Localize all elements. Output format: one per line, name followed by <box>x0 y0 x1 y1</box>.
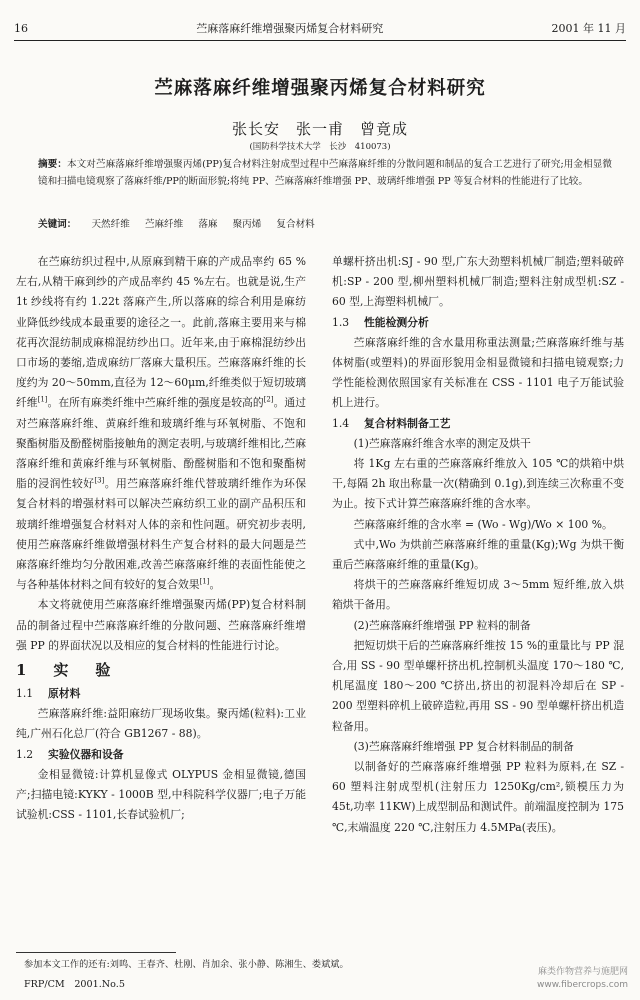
header-rule <box>14 40 626 41</box>
keyword: 天然纤维 <box>91 219 130 230</box>
intro-text: 。通过对苎麻落麻纤维、黄麻纤维和玻璃纤维与环氧树脂、不饱和聚酯树脂及酚醛树脂接触角的测定表明,与玻璃纤维相比,苎麻落麻纤维和黄麻纤维与环氧树脂、酚醛树脂和不饱和聚酯树脂的浸润性较好 <box>16 396 307 491</box>
intro-paragraph-2: 本文将就使用苎麻落麻纤维增强聚丙烯(PP)复合材料制品的制备过程中苎麻落麻纤维的分散问题、苎麻落麻纤维增强 PP 的界面状况以及相应的复合材料的性能进行讨论。 <box>16 598 306 652</box>
step-heading: (3)苎麻落麻纤维增强 PP 复合材料制品的制备 <box>353 739 574 753</box>
step-text: 以制备好的苎麻落麻纤维增强 PP 粒料为原料,在 SZ - 60 塑料注射成型机(注射压力 1250Kg/cm²,锁模压力为 45t,功率 11KW)上成型制品和测试件。前端温度控制为 175 ℃,末端温度 220 ℃,注射压力 4.5MPa(表压)。 <box>332 760 624 834</box>
step-heading: (2)苎麻落麻纤维增强 PP 粒料的制备 <box>353 618 531 632</box>
running-header <box>14 18 626 38</box>
keyword: 落麻 <box>198 219 218 230</box>
subsection-number: 1.2 <box>16 747 34 761</box>
subsection-heading <box>16 684 306 704</box>
citation: [1] <box>199 577 210 586</box>
keyword: 苎麻纤维 <box>144 219 184 230</box>
step-text: 将烘干的苎麻落麻纤维短切成 3～5mm 短纤维,放入烘箱烘干备用。 <box>332 578 624 612</box>
watermark-line: www.fibercrops.com <box>537 980 628 990</box>
subsection-title: 实验仪器和设备 <box>48 747 124 761</box>
authors: 张长安 张一甫 曾竟成 <box>231 120 408 138</box>
intro-text: 。在所有麻类纤维中苎麻纤维的强度是较高的 <box>47 396 264 410</box>
intro-paragraph <box>16 252 306 595</box>
abstract <box>38 156 612 190</box>
subsection-title: 复合材料制备工艺 <box>364 416 451 430</box>
step-text: 把短切烘干后的苎麻落麻纤维按 15 %的重量比与 PP 混合,用 SS - 90 型单螺杆挤出机,控制机头温度 170～180 ℃,机尾温度 180～200 ℃挤出,挤出的初混料冷却后在 SP - 200 型塑料碎机上破碎造粒,再用 SS - 90 型单螺杆挤出机造粒备用。 <box>332 638 624 733</box>
page-number: 16 <box>14 21 28 35</box>
citation: [3] <box>94 476 105 485</box>
abstract-text: 本文对苎麻落麻纤维增强聚丙烯(PP)复合材料注射成型过程中苎麻落麻纤维的分散问题和制品的复合工艺进行了研究;用金相显微镜和扫描电镜观察了落麻纤维/PP的断面形貌;将纯 PP、苎麻落麻纤维增强 PP、玻璃纤维增强 PP 等复合材料的性能进行了比较。 <box>38 159 612 187</box>
intro-text: 。 <box>209 578 221 592</box>
footnote: 参加本文工作的还有:刘鸣、王春齐、杜刚、肖加余、张小静、陈湘生、娄斌斌。 <box>24 959 349 970</box>
issue-date: 2001 年 11 月 <box>551 22 626 35</box>
subsection-title: 性能检测分析 <box>364 315 429 329</box>
citation: [2] <box>263 395 274 404</box>
right-column <box>332 252 624 838</box>
step-text: 将 1Kg 左右重的苎麻落麻纤维放入 105 ℃的烘箱中烘干,每隔 2h 取出称量一次(精确到 0.1g),到连续三次称重不变为止。按下式计算苎麻落麻纤维的含水率。 <box>332 457 624 511</box>
paper-title: 苎麻落麻纤维增强聚丙烯复合材料研究 <box>154 78 486 99</box>
subsection-title: 原材料 <box>48 687 81 701</box>
materials-text: 苎麻落麻纤维:益阳麻纺厂现场收集。聚丙烯(粒料):工业纯,广州石化总厂(符合 GB1267 - 88)。 <box>16 707 306 741</box>
equipment-text: 金相显微镜:计算机显像式 OLYPUS 金相显微镜,德国产;扫描电镜:KYKY - 1000B 型,中科院科学仪器厂;电子万能试验机:CSS - 1101,长春试验机厂; <box>16 767 306 822</box>
watermark <box>537 966 628 992</box>
step-heading: (1)苎麻落麻纤维含水率的测定及烘干 <box>353 436 531 450</box>
section-heading: 1 实 验 <box>16 661 117 680</box>
left-column <box>16 252 306 825</box>
subsection-number: 1.1 <box>16 687 34 701</box>
keyword: 复合材料 <box>276 219 315 230</box>
keywords-label: 关键词： <box>38 219 77 230</box>
footnote-rule <box>16 952 176 953</box>
equipment-text-cont: 单螺杆挤出机:SJ - 90 型,广东大劲塑料机械厂制造;塑料破碎机:SP - 200 型,柳州塑料机械厂制造;塑料注射成型机:SZ - 60 型,上海塑料机械厂。 <box>332 255 624 309</box>
running-title: 苎麻落麻纤维增强聚丙烯复合材料研究 <box>196 22 384 35</box>
watermark-line: 麻类作物营养与施肥网 <box>537 967 628 977</box>
subsection-heading <box>16 745 306 765</box>
keyword: 聚丙烯 <box>232 219 262 230</box>
subsection-number: 1.4 <box>332 416 350 430</box>
citation: [1] <box>37 395 48 404</box>
subsection-heading <box>332 313 624 333</box>
intro-text: 在苎麻纺织过程中,从原麻到精干麻的产成品率约 65 %左右,从精干麻到纱的产成品率约 45 %左右。也就是说,生产 1t 纱线将有约 1.22t 落麻产生,所以落麻的综合利用是麻纺业降低纱线成本最重要的途径之一。此前,落麻主要用来与棉花再次混纺制成麻棉混纺纱出口。近年来,由于麻棉混纺纱出口市场的萎缩,造成麻纺厂落麻大量积压。苎麻落麻纤维的长度约为 20～50mm,直径为 12～60μm,纤维类似于短切玻璃纤维 <box>16 255 306 410</box>
journal-reference: FRP/CM 2001.No.5 <box>24 979 125 990</box>
subsection-number: 1.3 <box>332 315 350 329</box>
keywords <box>38 216 612 230</box>
formula-note: 式中,Wo 为烘前苎麻落麻纤维的重量(Kg);Wg 为烘干衡重后苎麻落麻纤维的重量(Kg)。 <box>332 537 624 572</box>
moisture-formula: 苎麻落麻纤维的含水率 = (Wo - Wg)/Wo × 100 %。 <box>353 517 613 531</box>
abstract-label: 摘要： <box>38 159 67 170</box>
testing-text: 苎麻落麻纤维的含水量用称重法测量;苎麻落麻纤维与基体树脂(或塑料)的界面形貌用金相显微镜和扫描电镜观察;力学性能检测依照国家有关标准在 CSS - 1101 电子万能试验机上进行。 <box>332 335 624 410</box>
intro-text: 。用苎麻落麻纤维代替玻璃纤维作为环保复合材料的增强材料可以解决苎麻纺织工业的副产品积压和玻璃纤维增强复合材料对人体的亲和性问题。研究初步表明,使用苎麻落麻纤维做增强材料生产复合材料的最大问题是苎麻落麻纤维均匀分散困难,改善苎麻落麻纤维的表面性能使之与各种基体材料之间有较好的复合效果 <box>16 477 306 592</box>
subsection-heading <box>332 414 624 434</box>
affiliation: (国防科学技术大学 长沙 410073) <box>249 142 391 152</box>
